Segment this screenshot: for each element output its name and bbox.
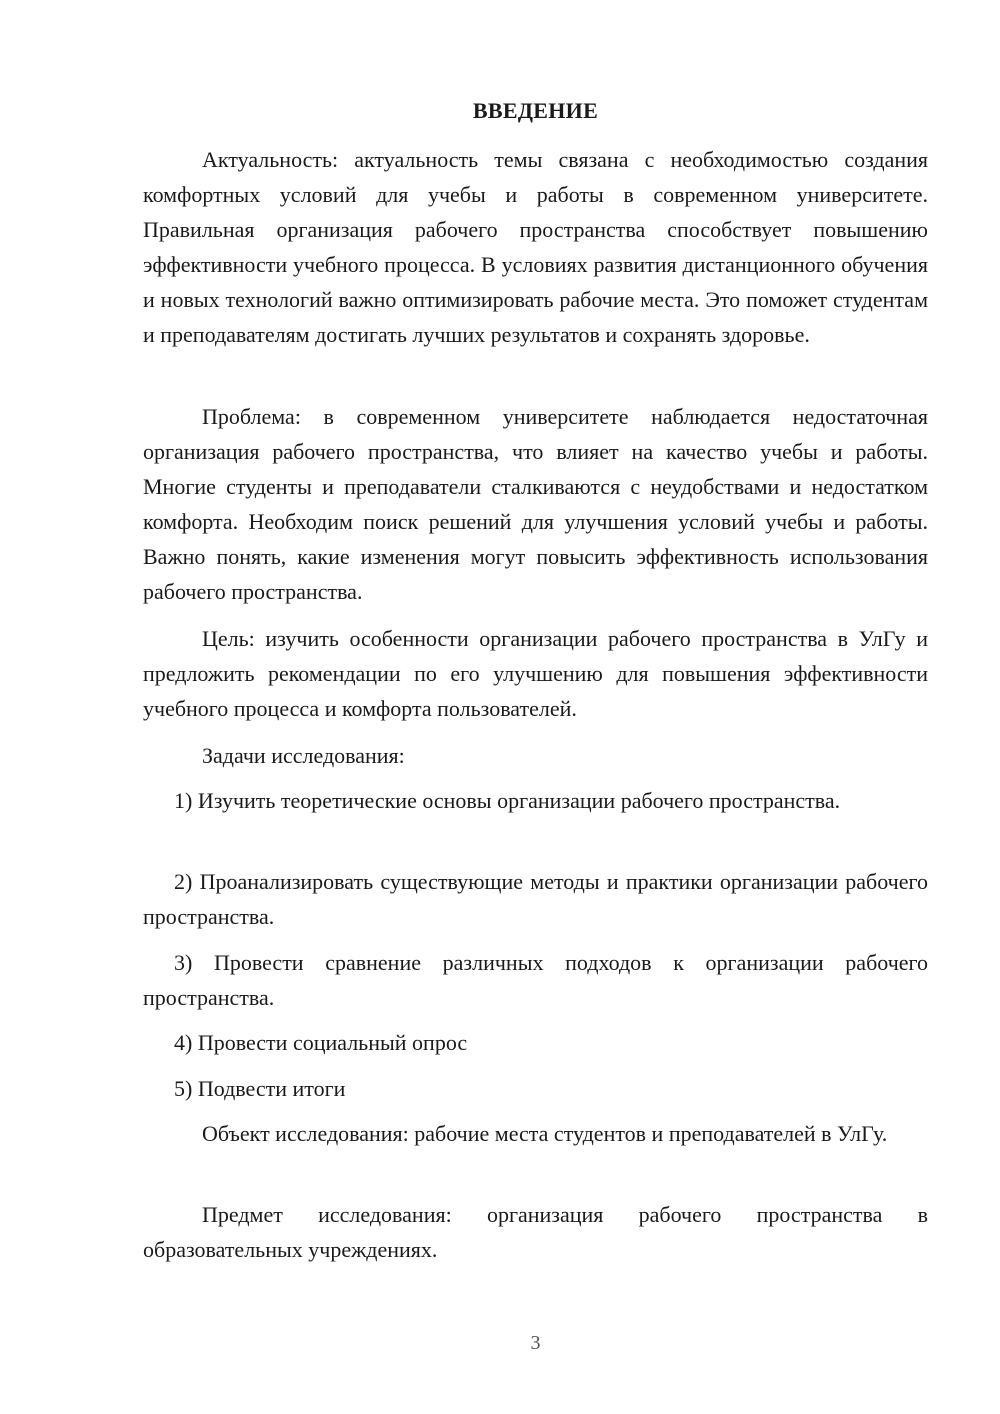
task-list-item: 1) Изучить теоретические основы организации рабочего пространства. (174, 788, 841, 813)
page-title: ВВЕДЕНИЕ (472, 98, 599, 123)
subject-paragraph: Предмет исследования: организация рабочего пространства в образовательных учреждениях. (143, 1202, 928, 1262)
problem-paragraph: Проблема: в современном университете наблюдается недостаточная организация рабочего пространства, что влияет на качество учебы и работы. Многие студенты и преподаватели сталкиваются с неудобствами и недостатком комфорта. Необходим поиск решений для улучшения условий учебы и работы. Важно понять, какие изменения могут повысить эффективность использования рабочего пространства. (143, 404, 928, 604)
page-number: 3 (530, 1332, 541, 1354)
goal-paragraph: Цель: изучить особенности организации рабочего пространства в УлГу и предложить рекомендации по его улучшению для повышения эффективности учебного процесса и комфорта пользователей. (143, 626, 928, 721)
document-page (143, 0, 928, 1414)
task-list-item: 2) Проанализировать существующие методы и практики организации рабочего пространства. (143, 869, 928, 929)
task-list-item: 5) Подвести итоги (174, 1076, 346, 1101)
tasks-heading: Задачи исследования: (202, 743, 405, 768)
relevance-paragraph: Актуальность: актуальность темы связана с необходимостью создания комфортных условий для учебы и работы в современном университете. Правильная организация рабочего пространства способствует повышению эффективности учебного процесса. В условиях развития дистанционного обучения и новых технологий важно оптимизировать рабочие места. Это поможет студентам и преподавателям достигать лучших результатов и сохранять здоровье. (143, 147, 928, 347)
object-paragraph: Объект исследования: рабочие места студентов и преподавателей в УлГу. (202, 1121, 888, 1146)
task-list-item: 3) Провести сравнение различных подходов к организации рабочего пространства. (143, 950, 928, 1010)
task-list-item: 4) Провести социальный опрос (174, 1030, 468, 1055)
